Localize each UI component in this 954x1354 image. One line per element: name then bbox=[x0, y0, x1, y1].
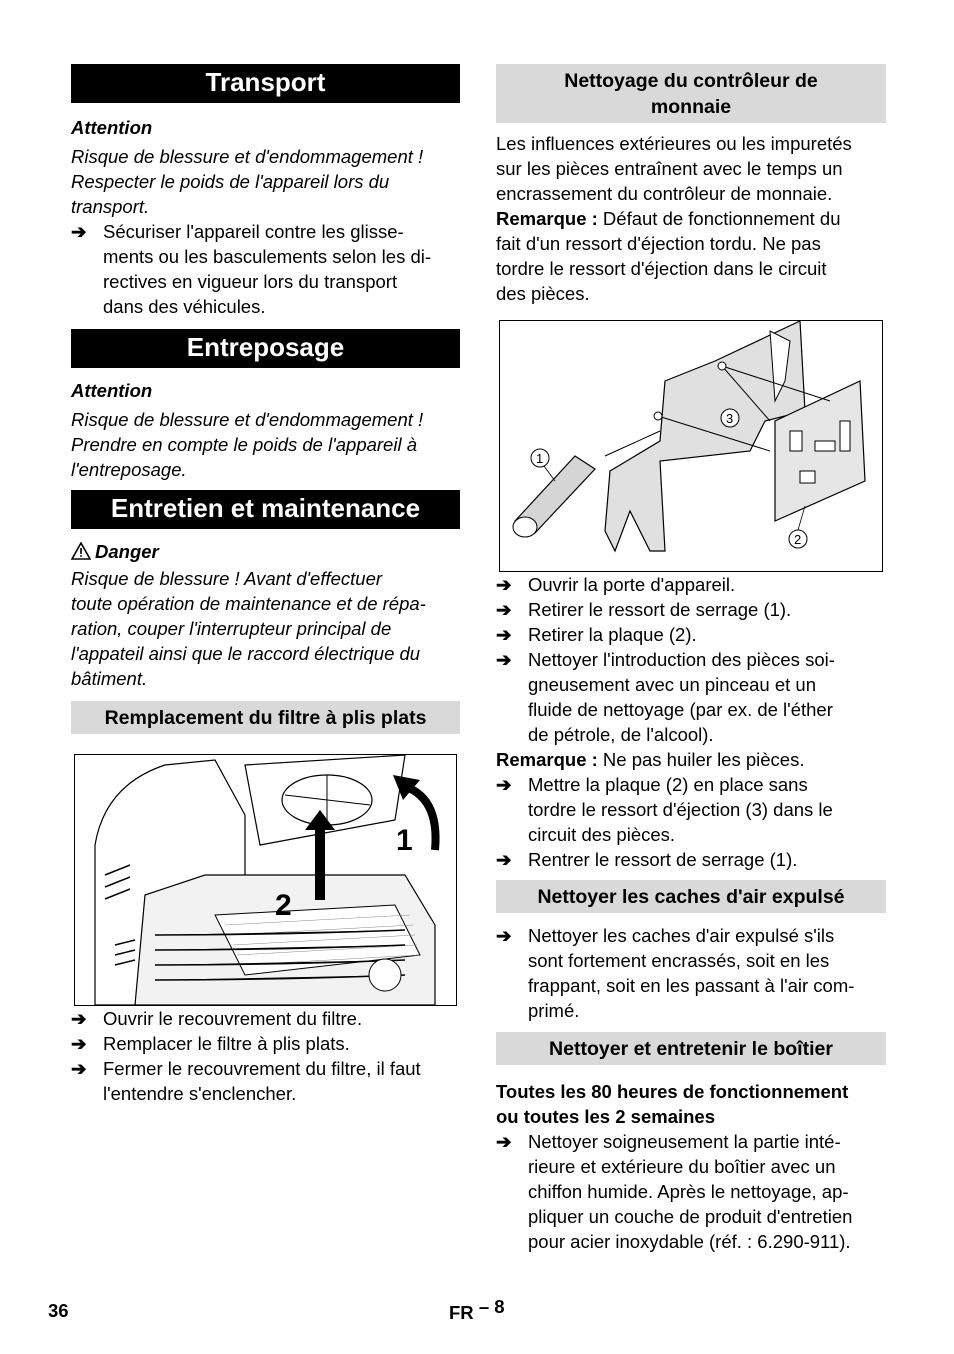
text-line: Ouvrir le recouvrement du filtre. bbox=[103, 1008, 363, 1029]
text-line: Rentrer le ressort de serrage (1). bbox=[528, 849, 798, 870]
controleur-steps2 bbox=[496, 772, 886, 872]
arrow-right-icon: ➔ bbox=[496, 649, 512, 670]
text-line: Ouvrir la porte d'appareil. bbox=[528, 574, 736, 595]
instruction-step bbox=[496, 923, 886, 1023]
heading-controleur bbox=[496, 64, 886, 123]
remark-label: Remarque : bbox=[496, 208, 598, 229]
text-line: rieure et extérieure du boîtier avec un bbox=[528, 1156, 836, 1177]
footer-lang-code: FR bbox=[449, 1302, 474, 1323]
instruction-step bbox=[71, 1006, 460, 1031]
instruction-step bbox=[71, 1056, 460, 1106]
text-line: dans des véhicules. bbox=[103, 296, 266, 317]
text-line: chiffon humide. Après le nettoyage, ap- bbox=[528, 1181, 849, 1202]
warning-triangle-icon bbox=[71, 542, 91, 560]
text-line: ments ou les basculements selon les di- bbox=[103, 246, 432, 267]
text-line: Risque de blessure ! Avant d'effectuer bbox=[71, 568, 383, 589]
arrow-right-icon: ➔ bbox=[496, 849, 512, 870]
remark-text: Ne pas huiler les pièces. bbox=[602, 749, 805, 770]
heading-entretien: Entretien et maintenance bbox=[71, 490, 460, 529]
text-line: ou toutes les 2 semaines bbox=[496, 1106, 716, 1127]
footer-lang bbox=[449, 1296, 505, 1325]
right-column bbox=[496, 64, 886, 1254]
boitier-steps bbox=[496, 1129, 886, 1254]
text-line: ration, couper l'interrupteur principal de bbox=[71, 618, 392, 639]
left-column bbox=[71, 64, 460, 1106]
instruction-step bbox=[496, 572, 886, 597]
attention-label: Attention bbox=[71, 117, 153, 138]
arrow-right-icon: ➔ bbox=[496, 599, 512, 620]
danger-label: Danger bbox=[95, 541, 159, 562]
text-line: Les influences extérieures ou les impuretés bbox=[496, 133, 852, 154]
text-line: Nettoyer l'introduction des pièces soi- bbox=[528, 649, 835, 670]
controleur-steps bbox=[496, 572, 886, 747]
text-line: encrassement du contrôleur de monnaie. bbox=[496, 183, 833, 204]
text-line: transport. bbox=[71, 196, 150, 217]
footer-section-page: 8 bbox=[494, 1296, 505, 1317]
danger-label-row bbox=[71, 539, 460, 564]
instruction-step bbox=[71, 1031, 460, 1056]
text-line: circuit des pièces. bbox=[528, 824, 676, 845]
instruction-step bbox=[496, 772, 886, 847]
text-line: Risque de blessure et d'endommagement ! bbox=[71, 409, 424, 430]
controleur-remark2 bbox=[496, 747, 886, 772]
heading-entreposage: Entreposage bbox=[71, 329, 460, 368]
instruction-step bbox=[496, 1129, 886, 1254]
attention-label: Attention bbox=[71, 380, 153, 401]
arrow-right-icon: ➔ bbox=[71, 1008, 87, 1029]
text-line: Nettoyage du contrôleur de bbox=[564, 70, 818, 92]
arrow-right-icon: ➔ bbox=[496, 574, 512, 595]
transport-bullet bbox=[71, 219, 460, 319]
instruction-step bbox=[496, 847, 886, 872]
text-line: de pétrole, de l'alcool). bbox=[528, 724, 714, 745]
coin-illustration bbox=[500, 321, 882, 571]
figure-label-2: 2 bbox=[794, 532, 802, 547]
arrow-right-icon: ➔ bbox=[496, 925, 512, 946]
text-line: Mettre la plaque (2) en place sans bbox=[528, 774, 808, 795]
text-line: Prendre en compte le poids de l'appareil à bbox=[71, 434, 417, 455]
heading-boitier: Nettoyer et entretenir le boîtier bbox=[496, 1032, 886, 1065]
text-line: Risque de blessure et d'endommagement ! bbox=[71, 146, 424, 167]
text-line: monnaie bbox=[650, 96, 732, 118]
text-line: Retirer la plaque (2). bbox=[528, 624, 697, 645]
boitier-interval bbox=[496, 1079, 886, 1129]
figure-label-1: 1 bbox=[396, 824, 413, 857]
heading-transport: Transport bbox=[71, 64, 460, 103]
text-line: l'entreposage. bbox=[71, 459, 187, 480]
text-line: pour acier inoxydable (réf. : 6.290-911). bbox=[528, 1231, 851, 1252]
figure-label-2: 2 bbox=[275, 889, 292, 922]
arrow-right-icon: ➔ bbox=[71, 221, 87, 242]
remark-label: Remarque : bbox=[496, 749, 598, 770]
text-line: rectives en vigueur lors du transport bbox=[103, 271, 398, 292]
text-line: des pièces. bbox=[496, 283, 590, 304]
text-line: fait d'un ressort d'éjection tordu. Ne pas bbox=[496, 233, 821, 254]
transport-warning bbox=[71, 144, 460, 219]
instruction-step bbox=[496, 622, 886, 647]
text-line: gneusement avec un pinceau et un bbox=[528, 674, 816, 695]
danger-text bbox=[71, 566, 460, 691]
text-line: l'appateil ainsi que le raccord électrique du bbox=[71, 643, 421, 664]
entreposage-warning bbox=[71, 407, 460, 482]
text-line: l'entendre s'enclencher. bbox=[103, 1083, 297, 1104]
arrow-right-icon: ➔ bbox=[71, 1033, 87, 1054]
arrow-right-icon: ➔ bbox=[71, 1058, 87, 1079]
text-line: Nettoyer les caches d'air expulsé s'ils bbox=[528, 925, 835, 946]
text-line: Nettoyer soigneusement la partie inté- bbox=[528, 1131, 841, 1152]
instruction-step bbox=[496, 647, 886, 747]
text-line: pliquer un couche de produit d'entretien bbox=[528, 1206, 853, 1227]
text-line: Remplacer le filtre à plis plats. bbox=[103, 1033, 350, 1054]
heading-filtre: Remplacement du filtre à plis plats bbox=[71, 701, 460, 734]
text-line: Retirer le ressort de serrage (1). bbox=[528, 599, 792, 620]
controleur-remark bbox=[496, 206, 886, 306]
text-line: toute opération de maintenance et de répa- bbox=[71, 593, 426, 614]
coin-figure bbox=[499, 320, 883, 572]
filter-figure bbox=[74, 754, 457, 1006]
text-line: frappant, soit en les passant à l'air com- bbox=[528, 975, 855, 996]
footer-dash: – bbox=[478, 1296, 490, 1317]
figure-label-3: 3 bbox=[726, 411, 734, 426]
text-line: Sécuriser l'appareil contre les glisse- bbox=[103, 221, 404, 242]
text-line: bâtiment. bbox=[71, 668, 148, 689]
text-line: Respecter le poids de l'appareil lors du bbox=[71, 171, 390, 192]
filter-illustration bbox=[75, 755, 456, 1005]
text-line: sur les pièces entraînent avec le temps un bbox=[496, 158, 843, 179]
figure-label-1: 1 bbox=[536, 451, 544, 466]
text-line: Fermer le recouvrement du filtre, il faut bbox=[103, 1058, 421, 1079]
arrow-right-icon: ➔ bbox=[496, 624, 512, 645]
page-number: 36 bbox=[48, 1300, 69, 1321]
instruction-step bbox=[496, 597, 886, 622]
text-line bbox=[496, 206, 886, 231]
remark-text: Défaut de fonctionnement du bbox=[597, 208, 841, 229]
filter-steps bbox=[71, 1006, 460, 1106]
text-line: tordre le ressort d'éjection dans le circuit bbox=[496, 258, 827, 279]
arrow-right-icon: ➔ bbox=[496, 774, 512, 795]
text-line: primé. bbox=[528, 1000, 580, 1021]
text-line: tordre le ressort d'éjection (3) dans le bbox=[528, 799, 833, 820]
arrow-right-icon: ➔ bbox=[496, 1131, 512, 1152]
caches-steps bbox=[496, 923, 886, 1023]
text-line: Toutes les 80 heures de fonctionnement bbox=[496, 1081, 849, 1102]
controleur-intro bbox=[496, 131, 886, 206]
text-line: sont fortement encrassés, soit en les bbox=[528, 950, 830, 971]
text-line: fluide de nettoyage (par ex. de l'éther bbox=[528, 699, 833, 720]
heading-caches: Nettoyer les caches d'air expulsé bbox=[496, 880, 886, 913]
